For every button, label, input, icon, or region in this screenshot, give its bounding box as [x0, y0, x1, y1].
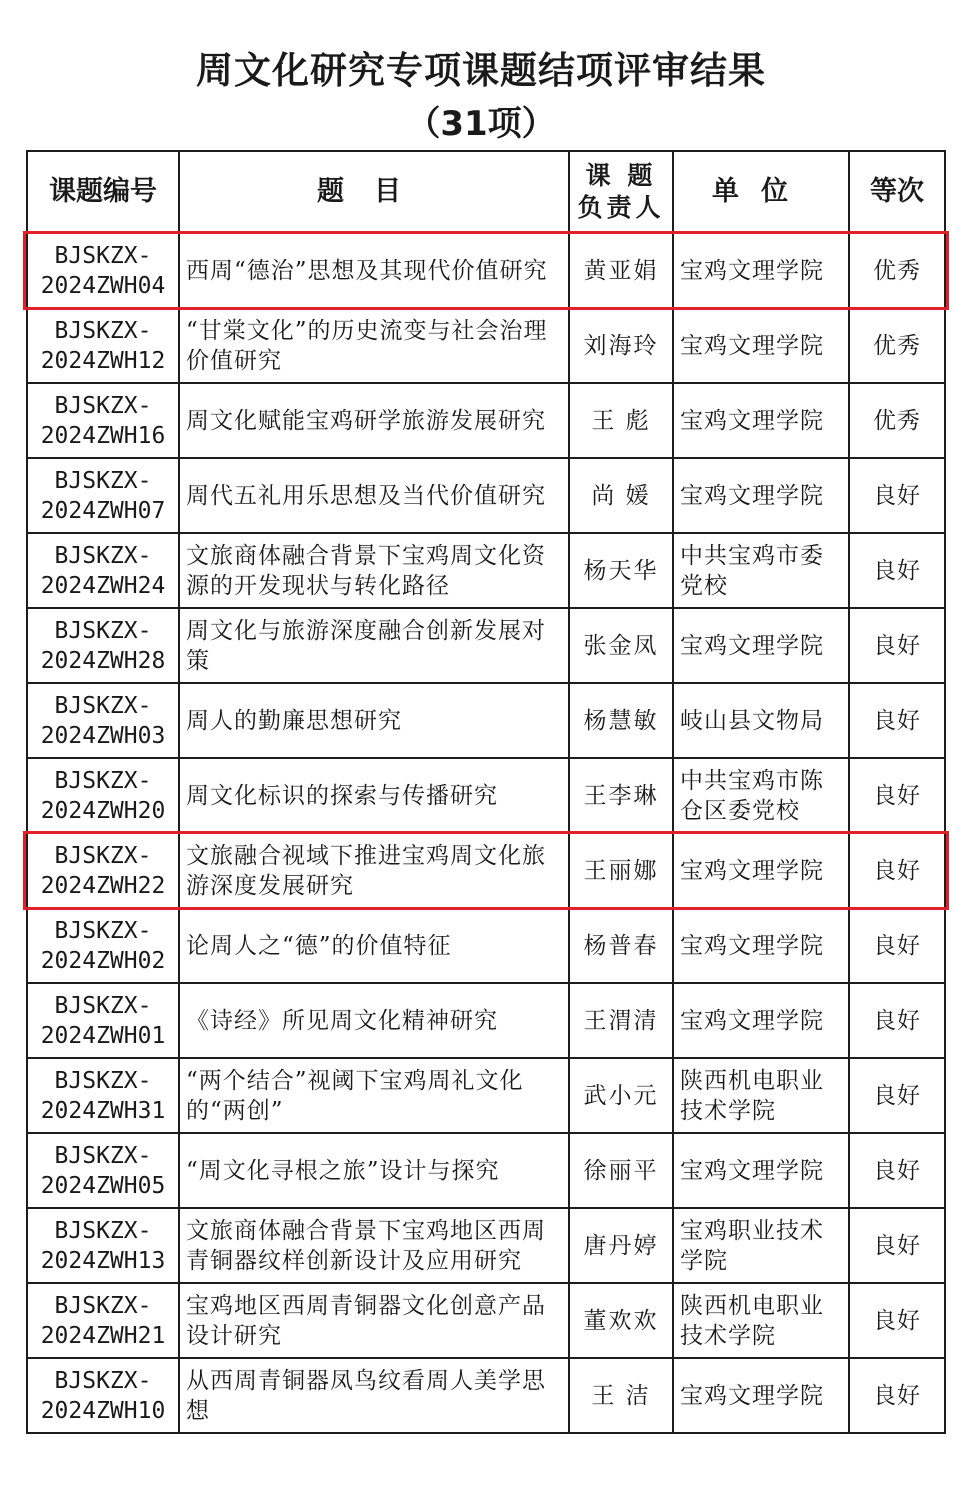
cell-leader: 王李琳: [569, 758, 673, 833]
cell-leader: 武小元: [569, 1058, 673, 1133]
cell-leader: 唐丹婷: [569, 1208, 673, 1283]
cell-unit: 宝鸡文理学院: [673, 983, 849, 1058]
table-row: [27, 533, 945, 608]
cell-leader: 王渭清: [569, 983, 673, 1058]
table-row: [27, 383, 945, 458]
cell-topic: “甘棠文化”的历史流变与社会治理价值研究: [179, 308, 569, 383]
cell-leader: 刘海玲: [569, 308, 673, 383]
cell-grade: 良好: [849, 833, 945, 908]
cell-leader: 董欢欢: [569, 1283, 673, 1358]
table-row: [27, 1283, 945, 1358]
cell-topic: 论周人之“德”的价值特征: [179, 908, 569, 983]
cell-leader: 王 洁: [569, 1358, 673, 1433]
cell-leader: 杨天华: [569, 533, 673, 608]
cell-topic: “周文化寻根之旅”设计与探究: [179, 1133, 569, 1208]
cell-grade: 优秀: [849, 308, 945, 383]
cell-code: BJSKZX- 2024ZWH12: [27, 308, 179, 383]
cell-unit: 陕西机电职业技术学院: [673, 1058, 849, 1133]
cell-topic: 周人的勤廉思想研究: [179, 683, 569, 758]
cell-code: BJSKZX- 2024ZWH03: [27, 683, 179, 758]
cell-topic: 周文化与旅游深度融合创新发展对策: [179, 608, 569, 683]
table-row: [27, 608, 945, 683]
cell-leader: 黄亚娟: [569, 233, 673, 308]
cell-unit: 中共宝鸡市陈仓区委党校: [673, 758, 849, 833]
cell-grade: 良好: [849, 983, 945, 1058]
header-grade: 等次: [849, 151, 945, 233]
cell-code: BJSKZX- 2024ZWH16: [27, 383, 179, 458]
cell-unit: 宝鸡文理学院: [673, 608, 849, 683]
cell-code: BJSKZX- 2024ZWH20: [27, 758, 179, 833]
cell-code: BJSKZX- 2024ZWH28: [27, 608, 179, 683]
cell-leader: 尚 媛: [569, 458, 673, 533]
cell-topic: 从西周青铜器凤鸟纹看周人美学思想: [179, 1358, 569, 1433]
cell-grade: 良好: [849, 608, 945, 683]
table-row: [27, 758, 945, 833]
cell-leader: 王 彪: [569, 383, 673, 458]
cell-grade: 良好: [849, 1133, 945, 1208]
cell-leader: 杨普春: [569, 908, 673, 983]
table-row: [27, 1358, 945, 1433]
cell-topic: 文旅商体融合背景下宝鸡地区西周青铜器纹样创新设计及应用研究: [179, 1208, 569, 1283]
cell-leader: 张金凤: [569, 608, 673, 683]
cell-grade: 良好: [849, 1358, 945, 1433]
header-leader: 课 题 负责人: [569, 151, 673, 233]
cell-topic: 《诗经》所见周文化精神研究: [179, 983, 569, 1058]
cell-unit: 宝鸡文理学院: [673, 383, 849, 458]
cell-grade: 良好: [849, 683, 945, 758]
cell-grade: 良好: [849, 1283, 945, 1358]
table-row: [27, 983, 945, 1058]
cell-unit: 宝鸡文理学院: [673, 908, 849, 983]
cell-unit: 宝鸡文理学院: [673, 833, 849, 908]
header-code: 课题编号: [27, 151, 179, 233]
table-row: [27, 233, 945, 308]
cell-grade: 优秀: [849, 233, 945, 308]
cell-unit: 岐山县文物局: [673, 683, 849, 758]
cell-code: BJSKZX- 2024ZWH01: [27, 983, 179, 1058]
cell-code: BJSKZX- 2024ZWH07: [27, 458, 179, 533]
cell-code: BJSKZX- 2024ZWH04: [27, 233, 179, 308]
table-row: [27, 1058, 945, 1133]
table-header-row: [27, 151, 945, 233]
cell-leader: 杨慧敏: [569, 683, 673, 758]
cell-unit: 陕西机电职业技术学院: [673, 1283, 849, 1358]
cell-code: BJSKZX- 2024ZWH10: [27, 1358, 179, 1433]
table-row: [27, 458, 945, 533]
cell-topic: 周文化标识的探索与传播研究: [179, 758, 569, 833]
cell-topic: 文旅商体融合背景下宝鸡周文化资源的开发现状与转化路径: [179, 533, 569, 608]
cell-code: BJSKZX- 2024ZWH24: [27, 533, 179, 608]
cell-grade: 良好: [849, 1058, 945, 1133]
cell-unit: 宝鸡职业技术学院: [673, 1208, 849, 1283]
table-row: [27, 1133, 945, 1208]
cell-grade: 良好: [849, 533, 945, 608]
cell-code: BJSKZX- 2024ZWH31: [27, 1058, 179, 1133]
cell-grade: 良好: [849, 908, 945, 983]
cell-grade: 良好: [849, 1208, 945, 1283]
cell-topic: 文旅融合视域下推进宝鸡周文化旅游深度发展研究: [179, 833, 569, 908]
cell-topic: 西周“德治”思想及其现代价值研究: [179, 233, 569, 308]
cell-unit: 宝鸡文理学院: [673, 308, 849, 383]
cell-unit: 宝鸡文理学院: [673, 1133, 849, 1208]
table-row: [27, 1208, 945, 1283]
cell-leader: 王丽娜: [569, 833, 673, 908]
cell-unit: 宝鸡文理学院: [673, 233, 849, 308]
document-subtitle: （31项）: [406, 104, 556, 144]
cell-topic: “两个结合”视阈下宝鸡周礼文化的“两创”: [179, 1058, 569, 1133]
cell-leader: 徐丽平: [569, 1133, 673, 1208]
cell-code: BJSKZX- 2024ZWH02: [27, 908, 179, 983]
cell-grade: 良好: [849, 458, 945, 533]
header-unit: 单位: [673, 151, 849, 233]
table-row: [27, 308, 945, 383]
header-topic: 题目: [179, 151, 569, 233]
cell-unit: 中共宝鸡市委党校: [673, 533, 849, 608]
cell-topic: 周文化赋能宝鸡研学旅游发展研究: [179, 383, 569, 458]
cell-grade: 良好: [849, 758, 945, 833]
cell-grade: 优秀: [849, 383, 945, 458]
table-row: [27, 833, 945, 908]
cell-code: BJSKZX- 2024ZWH05: [27, 1133, 179, 1208]
cell-unit: 宝鸡文理学院: [673, 1358, 849, 1433]
cell-code: BJSKZX- 2024ZWH13: [27, 1208, 179, 1283]
cell-topic: 宝鸡地区西周青铜器文化创意产品设计研究: [179, 1283, 569, 1358]
cell-code: BJSKZX- 2024ZWH22: [27, 833, 179, 908]
results-table: [26, 150, 946, 1434]
cell-unit: 宝鸡文理学院: [673, 458, 849, 533]
cell-topic: 周代五礼用乐思想及当代价值研究: [179, 458, 569, 533]
table-row: [27, 908, 945, 983]
table-row: [27, 683, 945, 758]
document-title: 周文化研究专项课题结项评审结果: [196, 49, 766, 92]
cell-code: BJSKZX- 2024ZWH21: [27, 1283, 179, 1358]
